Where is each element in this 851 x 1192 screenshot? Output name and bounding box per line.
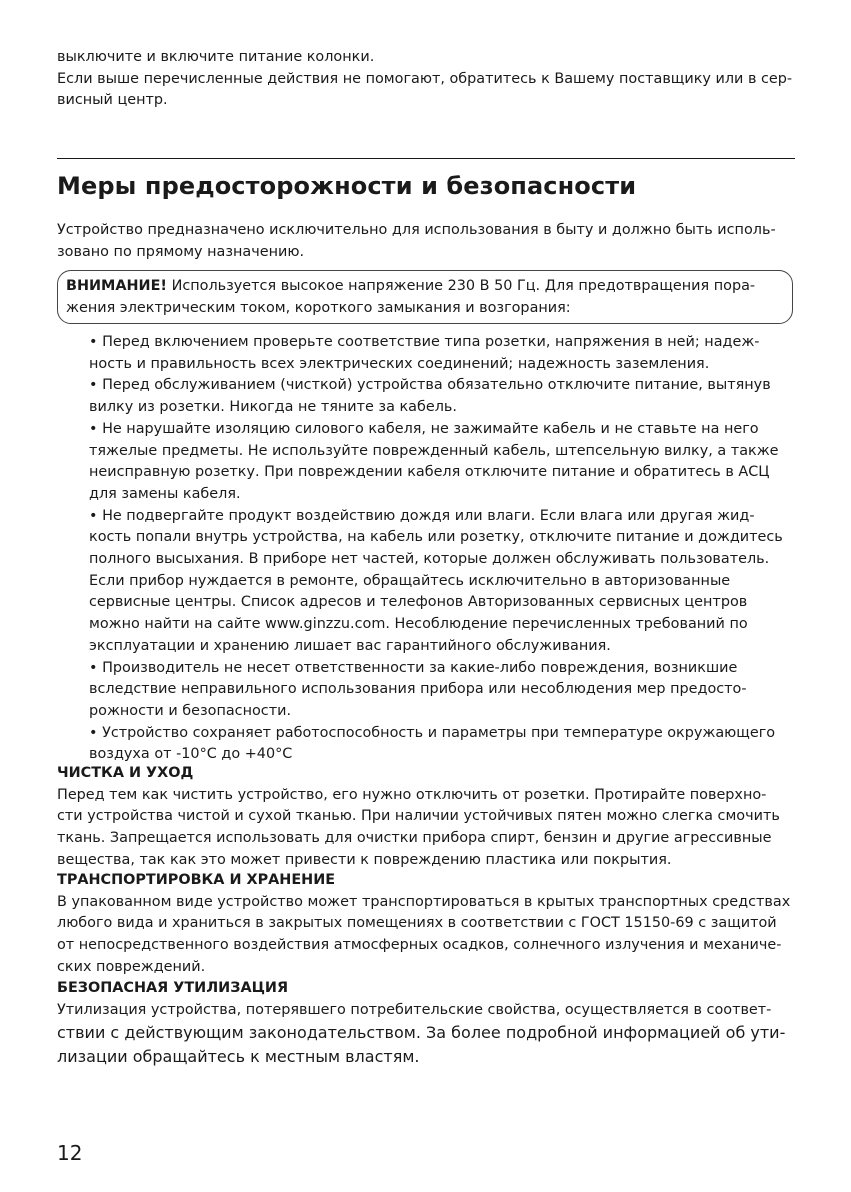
page-number: 12	[57, 1141, 83, 1165]
intro-line: Устройство предназначено исключительно для использования в быту и должно быть исполь-	[57, 222, 776, 238]
top-line: Если выше перечисленные действия не помогают, обратитесь к Вашему поставщику или в сер-	[57, 70, 793, 87]
bullet-line: для замены кабеля.	[89, 485, 241, 502]
manual-page	[57, 0, 795, 1192]
intro-line: зовано по прямому назначению.	[57, 243, 305, 260]
bullet-line: неисправную розетку. При повреждении кабеля отключите питание и обратитесь в АСЦ	[89, 464, 770, 481]
transport-line: от непосредственного воздействия атмосферных осадков, солнечного излучения и механиче-	[57, 937, 782, 954]
bullet-line: кость попали внутрь устройства, на кабель или розетку, отключите питание и дождитесь	[89, 529, 783, 546]
cleaning-line: Перед тем как чистить устройство, его нужно отключить от розетки. Протирайте поверхно-	[57, 786, 767, 803]
transport-line: любого вида и храниться в закрытых помещениях в соответствии с ГОСТ 15150-69 с защитой	[57, 915, 777, 932]
top-line: висный центр.	[57, 92, 168, 109]
section-title: Меры предосторожности и безопасности	[57, 172, 637, 200]
cleaning-line: сти устройства чистой и сухой тканью. При наличии устойчивых пятен можно слегка смочить	[57, 808, 780, 825]
bullet-line: • Производитель не несет ответственности за какие-либо повреждения, возникшие	[89, 659, 738, 676]
disposal-heading: БЕЗОПАСНАЯ УТИЛИЗАЦИЯ	[57, 980, 289, 996]
cleaning-section	[57, 763, 795, 872]
transport-line: В упакованном виде устройство может транспортироваться в крытых транспортных средствах	[57, 893, 791, 910]
bullet-line: • Перед обслуживанием (чисткой) устройства обязательно отключите питание, вытянув	[89, 377, 771, 394]
warning-line: жения электрическим током, короткого замыкания и возгорания:	[66, 299, 571, 316]
bullet-line: ность и правильность всех электрических соединений; надежность заземления.	[89, 355, 710, 372]
bullet-line: вилку из розетки. Никогда не тяните за кабель.	[89, 399, 457, 416]
bullet-line: • Перед включением проверьте соответствие типа розетки, напряжения в ней; надеж-	[89, 334, 760, 350]
warning-text	[66, 276, 781, 319]
safety-bullet-list	[89, 332, 795, 766]
cleaning-line: вещества, так как это может привести к повреждению пластика или покрытия.	[57, 851, 672, 868]
top-paragraph	[57, 47, 795, 112]
disposal-line: Утилизация устройства, потерявшего потребительские свойства, осуществляется в соответ-	[57, 1001, 772, 1018]
disposal-section	[57, 978, 795, 1068]
warning-label: ВНИМАНИЕ!	[66, 278, 167, 294]
warning-line	[66, 276, 781, 298]
cleaning-heading: ЧИСТКА И УХОД	[57, 765, 194, 781]
section-divider	[57, 158, 795, 159]
warning-line1-text: Используется высокое напряжение 230 В 50 Гц. Для предотвращения пора-	[167, 278, 756, 294]
bullet-line: вследствие неправильного использования прибора или несоблюдения мер предосто-	[89, 681, 747, 698]
transport-line: ских повреждений.	[57, 958, 206, 975]
disposal-line: ствии с действующим законодательством. За более подробной информацией об ути-	[57, 1023, 786, 1043]
bullet-line: • Не нарушайте изоляцию силового кабеля, не зажимайте кабель и не ставьте на него	[89, 420, 759, 437]
intro-paragraph	[57, 220, 795, 263]
top-line: выключите и включите питание колонки.	[57, 49, 375, 65]
disposal-line: лизации обращайтесь к местным властям.	[57, 1046, 420, 1066]
transport-section	[57, 870, 795, 979]
bullet-line: полного высыхания. В приборе нет частей, которые должен обслуживать пользователь.	[89, 551, 770, 568]
bullet-line: можно найти на сайте www.ginzzu.com. Несоблюдение перечисленных требований по	[89, 616, 748, 633]
bullet-line: воздуха от -10°C до +40°C	[89, 746, 293, 763]
bullet-line: • Устройство сохраняет работоспособность и параметры при температуре окружающего	[89, 724, 776, 741]
cleaning-line: ткань. Запрещается использовать для очистки прибора спирт, бензин и другие агрессивные	[57, 830, 772, 847]
bullet-line: сервисные центры. Список адресов и телефонов Авторизованных сервисных центров	[89, 594, 748, 611]
bullet-line: рожности и безопасности.	[89, 702, 292, 719]
transport-heading: ТРАНСПОРТИРОВКА И ХРАНЕНИЕ	[57, 872, 336, 888]
bullet-line: • Не подвергайте продукт воздействию дождя или влаги. Если влага или другая жид-	[89, 507, 755, 524]
bullet-line: Если прибор нуждается в ремонте, обращайтесь исключительно в авторизованные	[89, 572, 731, 589]
bullet-line: эксплуатации и хранению лишает вас гарантийного обслуживания.	[89, 637, 611, 654]
bullet-line: тяжелые предметы. Не используйте поврежденный кабель, штепсельную вилку, а также	[89, 442, 779, 459]
